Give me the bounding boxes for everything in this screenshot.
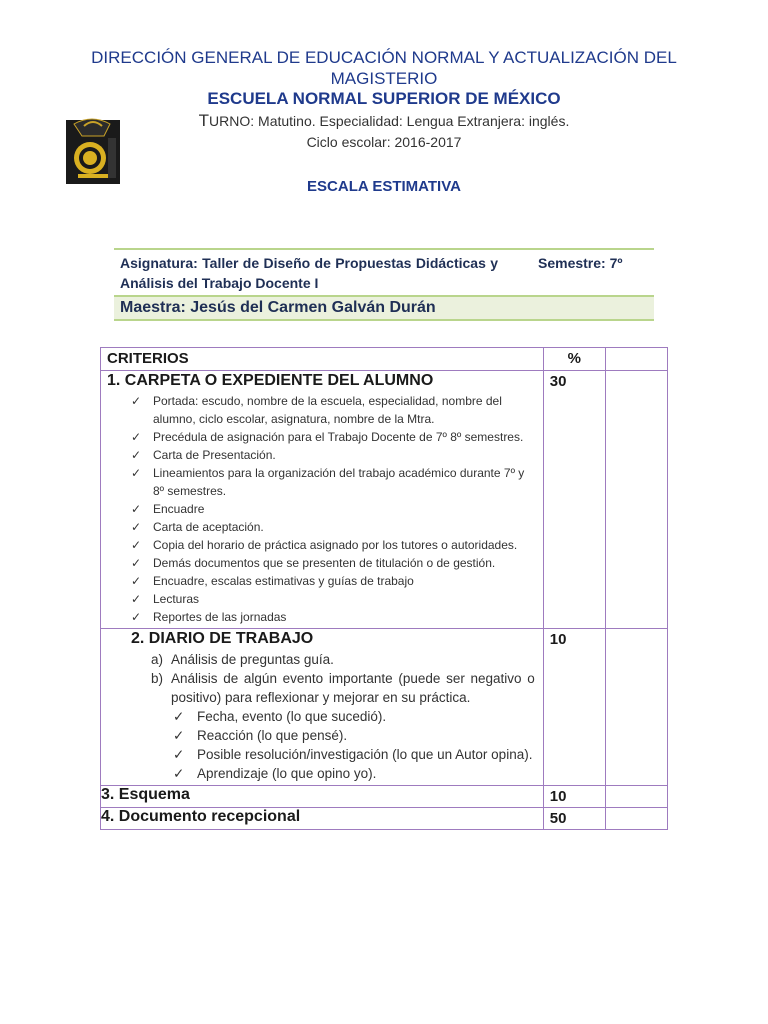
criterios-header: CRITERIOS <box>101 348 544 371</box>
check-icon: ✓ <box>131 556 142 570</box>
criteria-table <box>100 347 668 830</box>
school-crest-logo <box>64 114 122 186</box>
section-2-content <box>101 650 543 785</box>
check-icon: ✓ <box>131 574 142 588</box>
maestra-text: Maestra: Jesús del Carmen Galván Durán <box>114 295 654 321</box>
section-2-cell <box>101 629 544 786</box>
list-item: ✓ Reacción (lo que pensé). <box>173 728 348 743</box>
section-1-list <box>101 392 543 626</box>
check-icon: ✓ <box>173 766 185 781</box>
list-item: ✓ Aprendizaje (lo que opino yo). <box>173 766 377 781</box>
section-2-value: 10 <box>543 629 605 786</box>
list-item: ✓ Fecha, evento (lo que sucedió). <box>173 709 387 724</box>
section-1-title: 1. CARPETA O EXPEDIENTE DEL ALUMNO <box>107 372 434 389</box>
list-item: ✓ Carta de aceptación. <box>131 520 264 534</box>
empty-cell <box>605 629 667 786</box>
sub-item-b-list <box>151 707 535 783</box>
empty-cell <box>605 786 667 808</box>
section-2-title: 2. DIARIO DE TRABAJO <box>131 630 314 647</box>
check-icon: ✓ <box>131 430 142 444</box>
table-row <box>101 629 668 786</box>
course-info-row <box>114 248 654 295</box>
section-3-title: 3. Esquema <box>101 786 544 808</box>
check-icon: ✓ <box>131 466 142 480</box>
list-item: ✓ Lineamientos para la organización del trabajo académico durante 7º y 8º semestres. <box>131 466 525 498</box>
course-info-box <box>114 248 654 321</box>
list-item: ✓ Encuadre <box>131 502 205 516</box>
list-item: ✓ Posible resolución/investigación (lo que un Autor opina). <box>173 747 533 762</box>
check-icon: ✓ <box>173 709 185 724</box>
list-item: ✓ Portada: escudo, nombre de la escuela, especialidad, nombre del alumno, ciclo escolar, asignatura, nombre de la Mtra. <box>131 394 502 426</box>
percent-header: % <box>543 348 605 371</box>
check-icon: ✓ <box>131 520 142 534</box>
list-item: ✓ Precédula de asignación para el Trabajo Docente de 7º 8º semestres. <box>131 430 524 444</box>
section-4-title: 4. Documento recepcional <box>101 808 544 830</box>
section-1-cell <box>101 371 544 629</box>
section-1-value: 30 <box>543 371 605 629</box>
empty-cell <box>605 371 667 629</box>
list-item: ✓ Lecturas <box>131 592 200 606</box>
empty-cell <box>605 808 667 830</box>
empty-header-cell <box>605 348 667 371</box>
header-school: ESCUELA NORMAL SUPERIOR DE MÉXICO <box>207 89 561 108</box>
section-3-value: 10 <box>543 786 605 808</box>
check-icon: ✓ <box>131 448 142 462</box>
check-icon: ✓ <box>173 728 185 743</box>
header-institution: DIRECCIÓN GENERAL DE EDUCACIÓN NORMAL Y ACTUALIZACIÓN DEL MAGISTERIO <box>91 48 677 88</box>
list-item: ✓ Reportes de las jornadas <box>131 610 287 624</box>
header-turno <box>60 111 708 131</box>
table-header-row <box>101 348 668 371</box>
table-row <box>101 786 668 808</box>
document-title: ESCALA ESTIMATIVA <box>307 178 461 195</box>
list-item: ✓ Copia del horario de práctica asignado por los tutores o autoridades. <box>131 538 518 552</box>
list-item: ✓ Demás documentos que se presenten de titulación o de gestión. <box>131 556 496 570</box>
check-icon: ✓ <box>131 502 142 516</box>
sub-item-a: a) Análisis de preguntas guía. <box>151 652 334 667</box>
turno-text: URNO: Matutino. Especialidad: Lengua Extranjera: inglés. <box>209 113 570 129</box>
asignatura-text: Asignatura: Taller de Diseño de Propuestas Didácticas y Análisis del Trabajo Docente I <box>120 255 498 291</box>
semestre-text: Semestre: 7º <box>538 255 623 271</box>
section-4-value: 50 <box>543 808 605 830</box>
check-icon: ✓ <box>131 394 142 408</box>
list-item: ✓ Encuadre, escalas estimativas y guías de trabajo <box>131 574 414 588</box>
check-icon: ✓ <box>131 538 142 552</box>
sub-item-b: b) Análisis de algún evento importante (puede ser negativo o positivo) para reflexionar y mejorar en su práctica. <box>151 671 535 705</box>
check-icon: ✓ <box>131 610 142 624</box>
turno-initial: T <box>198 111 210 130</box>
check-icon: ✓ <box>173 747 185 762</box>
list-item: ✓ Carta de Presentación. <box>131 448 276 462</box>
header-ciclo: Ciclo escolar: 2016-2017 <box>306 134 462 150</box>
check-icon: ✓ <box>131 592 142 606</box>
table-row <box>101 808 668 830</box>
table-row <box>101 371 668 629</box>
